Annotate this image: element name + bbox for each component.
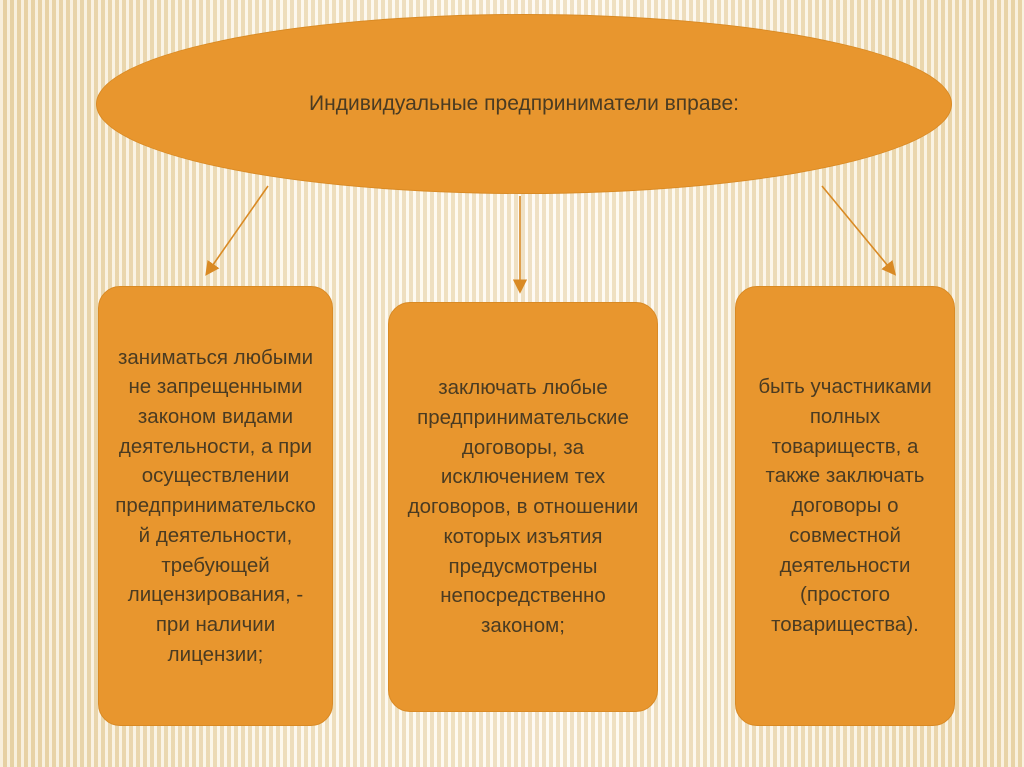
branch-node-2: [388, 302, 658, 712]
arrow-to-branch-1: [208, 186, 268, 272]
branch-node-1-label: заниматься любыми не запрещенными законом видами деятельности, а при осуществлении предпринимательской деятельности, требующей лицензирования, - при наличии лицензии;: [115, 345, 316, 666]
branch-node-3-label: быть участниками полных товариществ, а также заключать договоры о совместной деятельности (простого товарищества).: [758, 375, 932, 637]
branch-node-3: [735, 286, 955, 726]
branch-node-1: [98, 286, 333, 726]
root-node-label: Индивидуальные предприниматели вправе:: [309, 91, 739, 115]
arrow-to-branch-3: [822, 186, 893, 272]
root-node-ellipse: [96, 14, 952, 194]
branch-node-2-label: заключать любые предпринимательские договоры, за исключением тех договоров, в отношении которых изъятия предусмотрены непосредственно законом;: [407, 376, 639, 638]
